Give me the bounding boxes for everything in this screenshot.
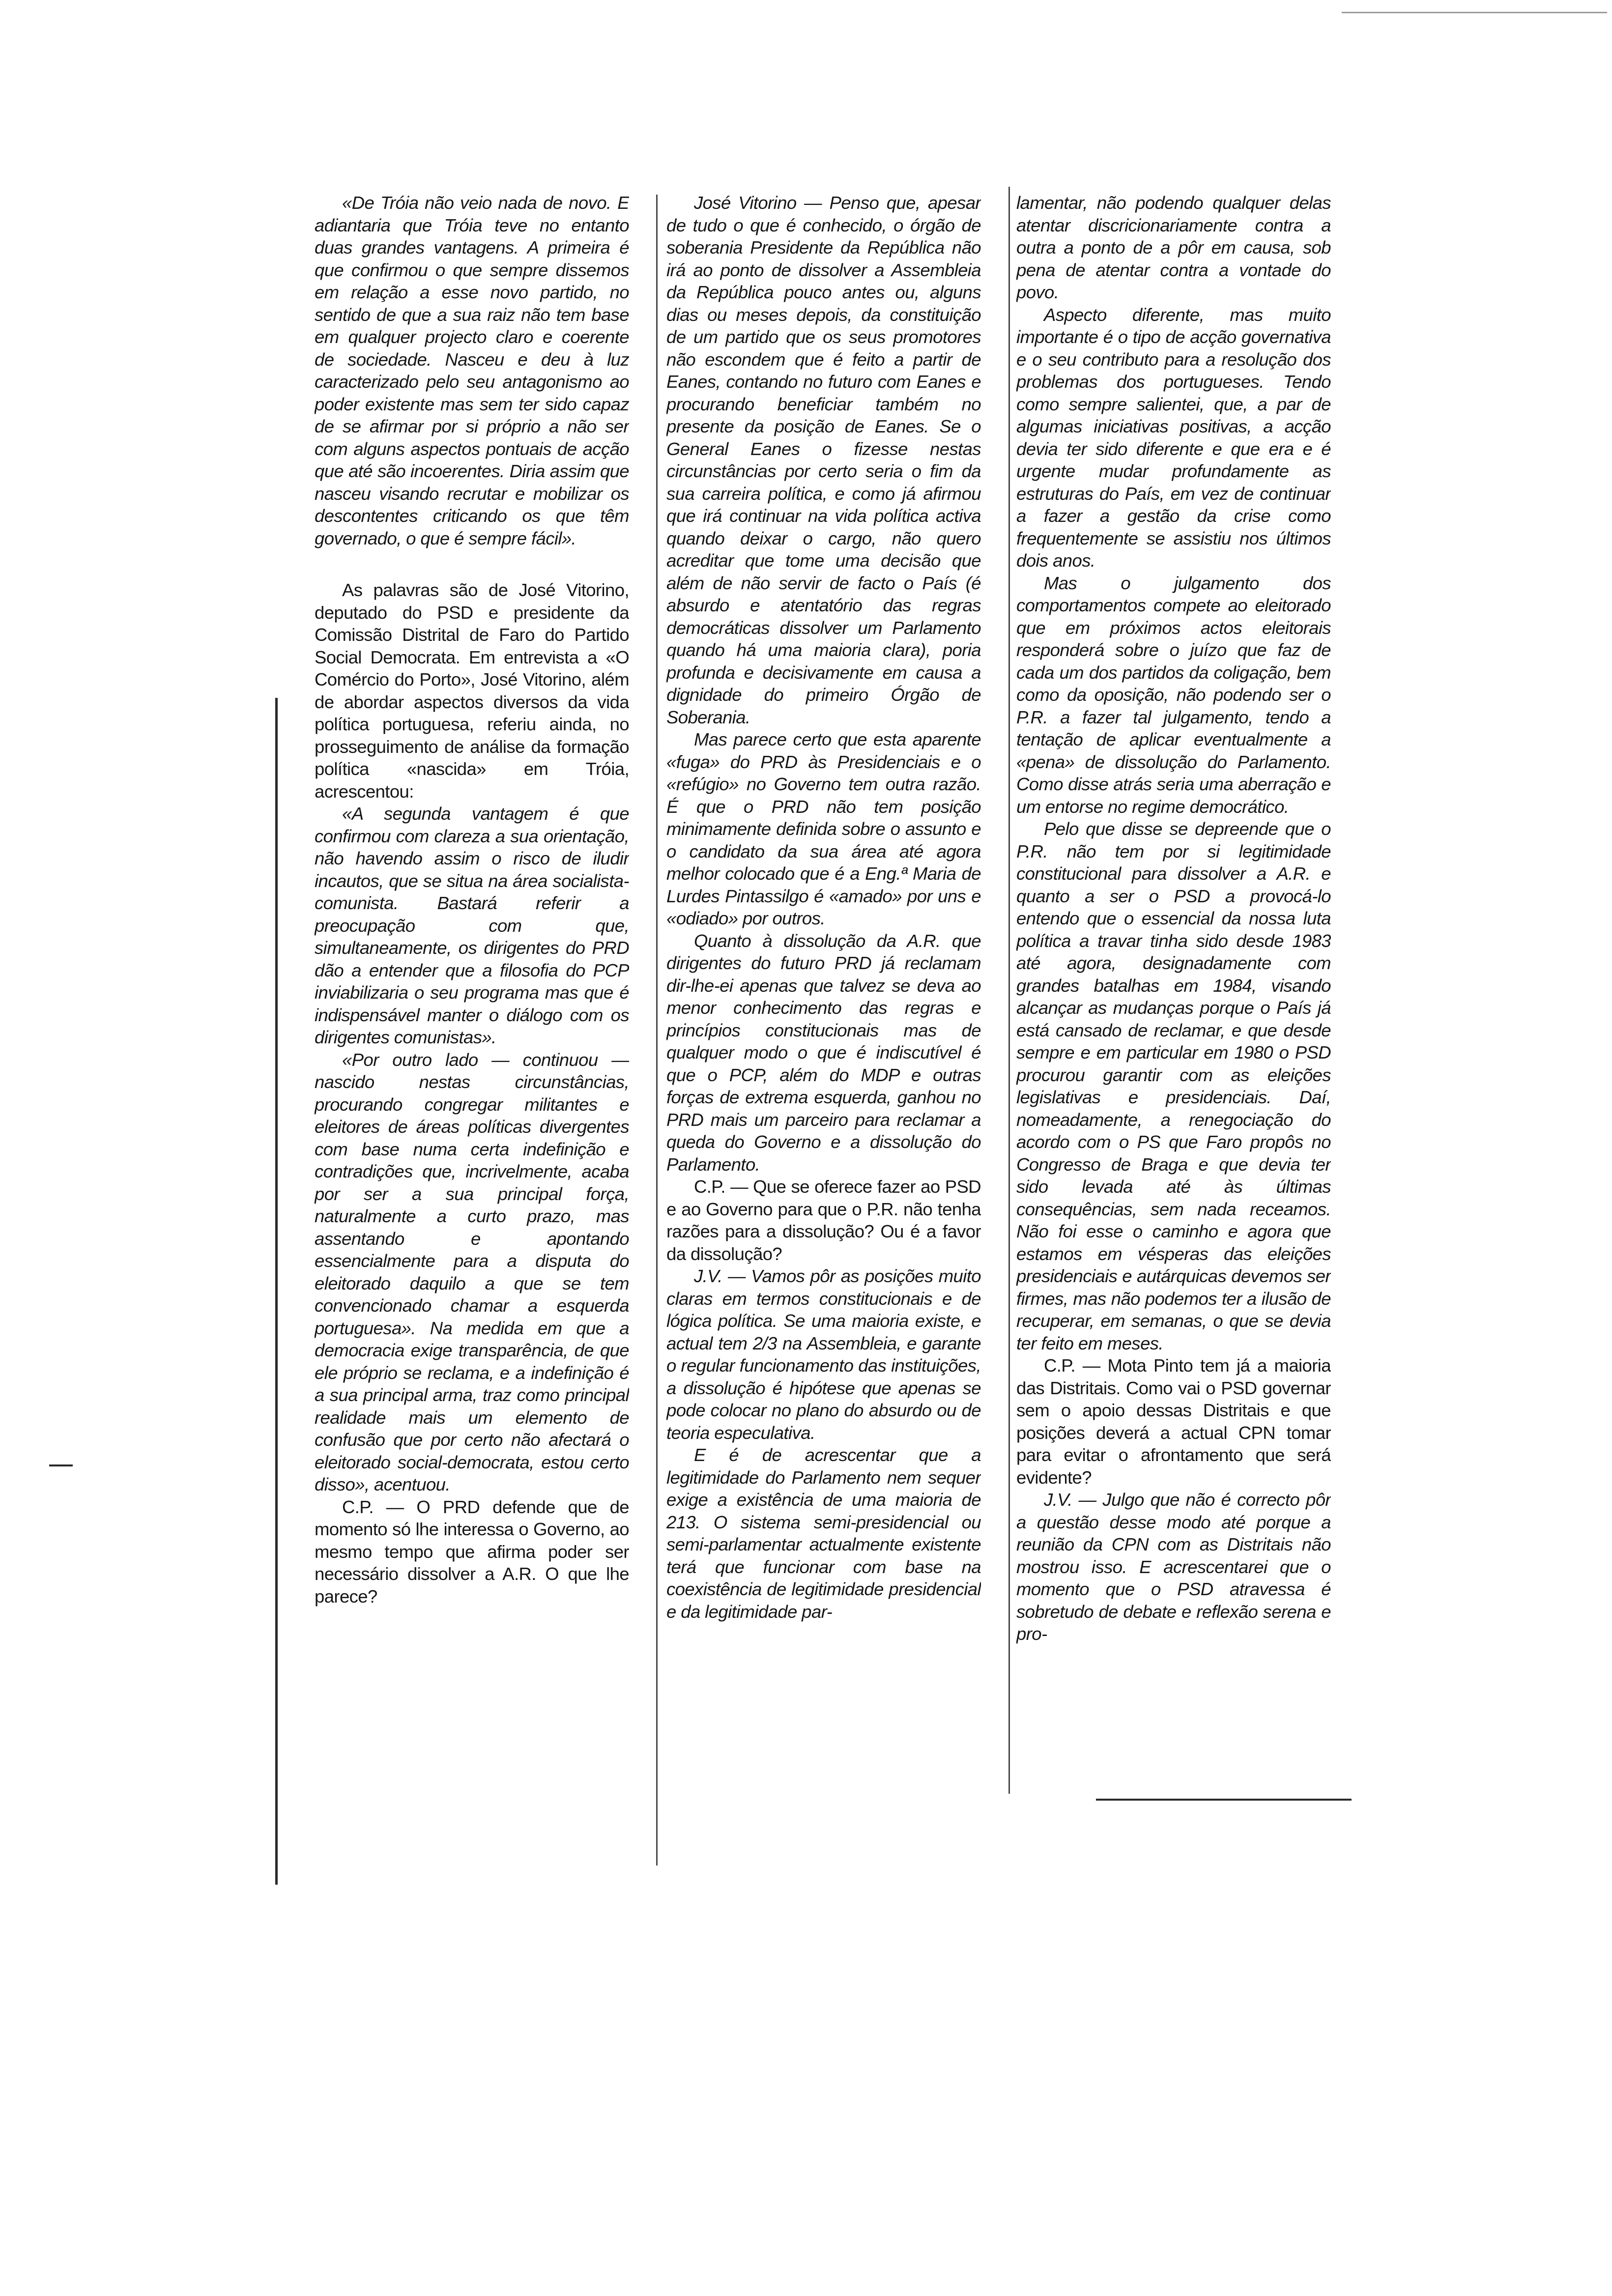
paragraph: Mas parece certo que esta aparente «fuga» do PRD às Presidenciais e o «refúgio» no Governo tem outra razão. É que o PRD não tem posição minimamente definida sobre o assunto e o candidato da sua área até agora melhor colocado que é a Eng.ª Maria de Lurdes Pintassilgo é «amado» por uns e «odiado» por outros. <box>666 729 981 928</box>
paragraph: lamentar, não podendo qualquer delas atentar discricionariamente contra a outra a ponto de a pôr em causa, sob pena de atentar contra a vontade do povo. <box>1016 193 1331 302</box>
question-paragraph: C.P. — Que se oferece fazer ao PSD e ao Governo para que o P.R. não tenha razões para a dissolução? Ou é a favor da dissolução? <box>666 1177 981 1264</box>
answer-paragraph: José Vitorino — Penso que, apesar de tudo o que é conhecido, o órgão de soberania Presidente da República não irá ao ponto de dissolver a Assembleia da República pouco antes ou, alguns dias ou meses depois, da constituição de um partido que os seus promotores não escondem que é feito a partir de Eanes, contando no futuro com Eanes e procurando beneficiar também no presente da posição de Eanes. Se o General Eanes o fizesse nestas circunstâncias por certo seria o fim da sua carreira política, e como já afirmou que irá continuar na vida política activa quando deixar o cargo, não quero acreditar que tome uma decisão que além de não servir de facto o País (é absurdo e atentatório das regras democráticas dissolver um Parlamento quando há uma maioria clara), poria profunda e decisivamente em causa a dignidade do primeiro Órgão de Soberania. <box>666 193 981 727</box>
paragraph: Quanto à dissolução da A.R. que dirigentes do futuro PRD já reclamam dir-lhe-ei apenas que talvez se deva ao menor conhecimento das regras e princípios constitucionais mas de qualquer modo o que é indiscutível é que o PCP, além do MDP e outras forças de extrema esquerda, ganhou no PRD mais um parceiro para reclamar a queda do Governo e a dissolução do Parlamento. <box>666 930 981 1175</box>
column-rule-right <box>1008 187 1010 1794</box>
margin-mark <box>49 1464 73 1466</box>
article-column-1 <box>315 192 629 1897</box>
paragraph: E é de acrescentar que a legitimidade do Parlamento nem sequer exige a existência de uma maioria de 213. O sistema semi-presidencial ou semi-parlamentar actualmente existente terá que funcionar com base na coexistência de legitimidade presidencial e da legitimidade par- <box>666 1445 981 1622</box>
article-column-3 <box>1016 192 1331 1808</box>
paragraph: «De Tróia não veio nada de novo. E adiantaria que Tróia teve no entanto duas grandes vantagens. A primeira é que confirmou o que sempre dissemos em relação a esse novo partido, no sentido de que a sua raiz não tem base em qualquer projecto claro e coerente de sociedade. Nasceu e deu à luz caracterizado pelo seu antagonismo ao poder existente mas sem ter sido capaz de se afirmar por si próprio a não ser com alguns aspectos pontuais de acção que até são incoerentes. Diria assim que nasceu visando recrutar e mobilizar os descontentes criticando os que têm governado, o que é sempre fácil». <box>315 193 629 548</box>
paragraph: Pelo que disse se depreende que o P.R. não tem por si legitimidade constitucional para dissolver a A.R. e quanto a ser o PSD a provocá-lo entendo que o essencial da nossa luta política a travar tinha sido desde 1983 até agora, designadamente com grandes batalhas em 1984, visando alcançar as mudanças porque o País já está cansado de reclamar, e que desde sempre e em particular em 1980 o PSD procurou garantir com as eleições legislativas e presidenciais. Daí, nomeadamente, a renegociação do acordo com o PS que Faro propôs no Congresso de Braga e que devia ter sido levada até às últimas consequências, sem nada receamos. Não foi esse o caminho e agora que estamos em vésperas das eleições presidenciais e autárquicas devemos ser firmes, mas não podemos ter a ilusão de recuperar, em semanas, o que se devia ter feito em meses. <box>1016 819 1331 1353</box>
paragraph: As palavras são de José Vitorino, deputado do PSD e presidente da Comissão Distrital de Faro do Partido Social Democrata. Em entrevista a «O Comércio do Porto», José Vitorino, além de abordar aspectos diversos da vida política portuguesa, referiu ainda, no prosseguimento de análise da formação política «nascida» em Tróia, acrescentou: <box>315 580 629 802</box>
answer-paragraph: J.V. — Vamos pôr as posições muito claras em termos constitucionais e de lógica política. Se uma maioria existe, e actual tem 2/3 na Assembleia, e garante o regular funcionamento das instituições, a dissolução é hipótese que apenas se pode colocar no plano do absurdo ou de teoria especulativa. <box>666 1266 981 1443</box>
paragraph: «A segunda vantagem é que confirmou com clareza a sua orientação, não havendo assim o risco de iludir incautos, que se situa na área socialista-comunista. Bastará referir a preocupação com que, simultaneamente, os dirigentes do PRD dão a entender que a filosofia do PCP inviabilizaria o seu programa mas que é indispensável manter o diálogo com os dirigentes comunistas». <box>315 804 629 1047</box>
column-rule-left <box>275 698 278 1885</box>
paragraph: Aspecto diferente, mas muito importante é o tipo de acção governativa e o seu contributo para a resolução dos problemas dos portugueses. Tendo como sempre salientei, que, a par de algumas iniciativas positivas, a acção devia ter sido diferente e que era e é urgente mudar profundamente as estruturas do País, em vez de continuar a fazer a gestão da crise como frequentemente se assistiu nos últimos dois anos. <box>1016 304 1331 571</box>
article-column-2 <box>666 192 981 1872</box>
answer-paragraph: J.V. — Julgo que não é correcto pôr a questão desse modo até porque a reunião da CPN com as Distritais não mostrou isso. E acrescentarei que o momento que o PSD atravessa é sobretudo de debate e reflexão serena e pro- <box>1016 1490 1331 1644</box>
column-rule-middle <box>656 195 658 1866</box>
paragraph: Mas o julgamento dos comportamentos compete ao eleitorado que em próximos actos eleitorais responderá sobre o juízo que faz de cada um dos partidos da coligação, bem como da oposição, não podendo ser o P.R. a fazer tal julgamento, tendo a tentação de aplicar eventualmente a «pena» de dissolução do Parlamento. Como disse atrás seria uma aberração e um entorse no regime democrático. <box>1016 573 1331 817</box>
top-edge-rule <box>1342 12 1607 13</box>
paragraph: «Por outro lado — continuou — nascido nestas circunstâncias, procurando congregar militantes e eleitores de áreas políticas divergentes com base numa certa indefinição e contradições que, incrivelmente, acaba por ser a sua principal força, naturalmente a curto prazo, mas assentando e apontando essencialmente para a disputa do eleitorado daquilo a que se tem convencionado chamar a esquerda portuguesa». Na medida em que a democracia exige transparência, de que ele próprio se reclama, e a indefinição é a sua principal arma, traz como principal realidade mais um elemento de confusão que por certo não afectará o eleitorado social-democrata, estou certo disso», acentuou. <box>315 1049 629 1494</box>
question-paragraph: C.P. — Mota Pinto tem já a maioria das Distritais. Como vai o PSD governar sem o apoio dessas Distritais e que posições deverá a actual CPN tomar para evitar o afrontamento que será evidente? <box>1016 1355 1331 1488</box>
question-paragraph: C.P. — O PRD defende que de momento só lhe interessa o Governo, ao mesmo tempo que afirma poder ser necessário dissolver a A.R. O que lhe parece? <box>315 1496 629 1607</box>
